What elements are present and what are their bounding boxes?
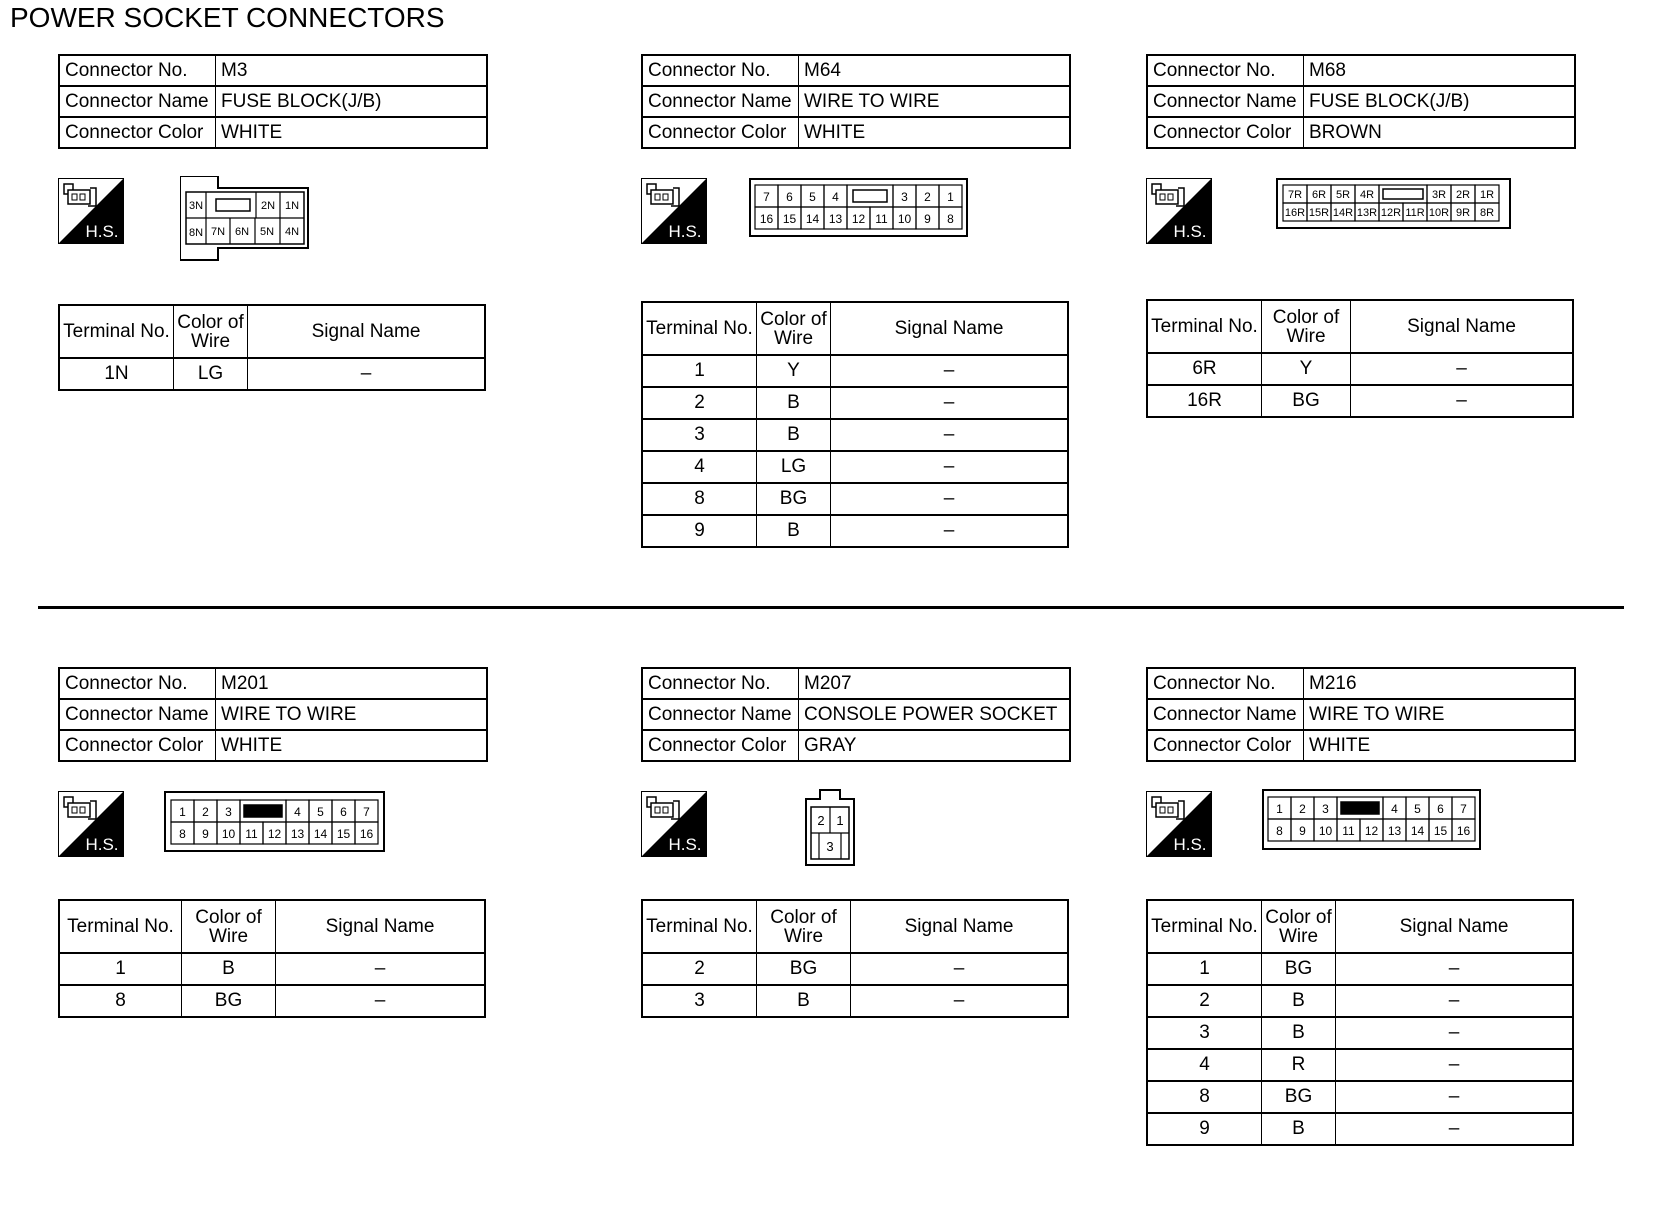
terminal-no-cell: 4 <box>642 451 757 483</box>
wire-color-cell: B <box>757 515 831 547</box>
terminal-no-cell: 6R <box>1147 353 1262 385</box>
terminal-no-cell: 1 <box>1147 953 1262 985</box>
terminal-no-cell: 1 <box>59 953 182 985</box>
wire-color-cell: B <box>182 953 276 985</box>
signal-name-header: Signal Name <box>1351 300 1574 353</box>
connector-name-label: Connector Name <box>642 699 799 730</box>
pin-label: 2 <box>202 804 209 819</box>
connector-block-m201 <box>58 667 488 1167</box>
pin-label: 11R <box>1405 206 1425 219</box>
signal-name-cell: – <box>1336 985 1574 1017</box>
pin-label: 11 <box>1342 823 1355 838</box>
signal-name-cell: – <box>831 515 1069 547</box>
pin-label: 7R <box>1287 188 1303 201</box>
connector-face-m201 <box>164 791 386 853</box>
pin-label: 9 <box>202 826 209 841</box>
connector-color-label: Connector Color <box>59 730 216 761</box>
wire-color-cell: LG <box>757 451 831 483</box>
connector-color-label: Connector Color <box>1147 117 1304 148</box>
hs-label: H.S. <box>85 222 119 241</box>
signal-name-header: Signal Name <box>851 900 1069 953</box>
table-row <box>1147 1113 1573 1145</box>
connector-color-value: GRAY <box>799 730 1071 761</box>
connector-color-label: Connector Color <box>642 730 799 761</box>
terminal-no-header: Terminal No. <box>59 900 182 953</box>
pin-label: 12 <box>851 211 866 226</box>
pin-label: 4 <box>832 189 839 204</box>
pin-label: 6 <box>1437 801 1444 816</box>
connector-color-value: WHITE <box>216 117 488 148</box>
signal-name-cell: – <box>1336 1049 1574 1081</box>
pin-label: 3 <box>901 189 908 204</box>
terminal-no-cell: 9 <box>1147 1113 1262 1145</box>
connector-no-label: Connector No. <box>642 668 799 699</box>
terminal-no-header: Terminal No. <box>1147 900 1262 953</box>
pin-label: 7N <box>210 226 226 238</box>
wire-color-cell: BG <box>1262 953 1336 985</box>
pin-label: 10 <box>1318 823 1333 838</box>
wire-color-cell: B <box>757 419 831 451</box>
pin-label: 16 <box>759 211 774 226</box>
connector-name-value: FUSE BLOCK(J/B) <box>216 86 488 117</box>
pin-label: 4 <box>1391 801 1398 816</box>
terminal-no-cell: 3 <box>642 419 757 451</box>
pin-label: 8 <box>179 826 186 841</box>
latch-icon <box>244 805 282 817</box>
signal-name-cell: – <box>831 451 1069 483</box>
wire-color-header: Color of Wire <box>757 900 851 953</box>
pin-label: 1 <box>947 189 954 204</box>
pin-label: 1 <box>179 804 186 819</box>
table-row <box>1147 985 1573 1017</box>
pin-label: 6R <box>1311 188 1327 201</box>
signal-name-cell: – <box>831 387 1069 419</box>
wire-color-header: Color of Wire <box>1262 900 1336 953</box>
table-row <box>1147 953 1573 985</box>
wire-color-cell: BG <box>1262 385 1351 417</box>
connector-no-value: M216 <box>1304 668 1576 699</box>
connector-info-table <box>1146 54 1576 149</box>
terminal-table <box>641 301 1069 548</box>
pin-label: 10 <box>897 211 912 226</box>
terminal-no-cell: 2 <box>642 387 757 419</box>
pin-label: 13 <box>290 826 305 841</box>
connector-no-label: Connector No. <box>1147 668 1304 699</box>
signal-name-cell: – <box>851 985 1069 1017</box>
table-row <box>642 953 1068 985</box>
wire-color-header: Color of Wire <box>174 305 248 358</box>
pin-label: 2 <box>1299 801 1306 816</box>
table-row <box>642 451 1068 483</box>
pin-label: 2N <box>260 200 276 212</box>
terminal-no-header: Terminal No. <box>642 900 757 953</box>
connector-info-table <box>641 667 1071 762</box>
terminal-no-header: Terminal No. <box>59 305 174 358</box>
connector-color-label: Connector Color <box>642 117 799 148</box>
signal-name-cell: – <box>831 483 1069 515</box>
signal-name-header: Signal Name <box>248 305 486 358</box>
connector-block-m207 <box>641 667 1071 1167</box>
terminal-no-cell: 2 <box>642 953 757 985</box>
wire-color-cell: B <box>1262 1113 1336 1145</box>
signal-name-cell: – <box>1351 385 1574 417</box>
pin-label: 5 <box>809 189 816 204</box>
signal-name-cell: – <box>1336 1081 1574 1113</box>
pin-label: 4N <box>284 226 300 238</box>
pin-label: 14 <box>805 211 820 226</box>
signal-name-cell: – <box>276 985 486 1017</box>
pin-label: 1 <box>1276 801 1283 816</box>
terminal-no-cell: 3 <box>1147 1017 1262 1049</box>
pin-label: 14R <box>1332 206 1354 219</box>
wire-color-cell: BG <box>182 985 276 1017</box>
pin-label: 9R <box>1455 206 1471 219</box>
pin-label: 9 <box>1299 823 1306 838</box>
pin-label: 6N <box>234 226 250 238</box>
pin-label: 3 <box>1322 801 1329 816</box>
pin-label: 7 <box>1460 801 1467 816</box>
connector-block-m64 <box>641 54 1071 554</box>
connector-info-table <box>641 54 1071 149</box>
harness-side-icon <box>641 791 707 857</box>
pin-label: 4 <box>294 804 301 819</box>
pin-label: 13 <box>1387 823 1402 838</box>
table-row <box>1147 1081 1573 1113</box>
terminal-no-header: Terminal No. <box>1147 300 1262 353</box>
connector-info-table <box>58 667 488 762</box>
terminal-no-cell: 16R <box>1147 385 1262 417</box>
terminal-no-cell: 8 <box>642 483 757 515</box>
terminal-table <box>641 899 1069 1018</box>
pin-label: 15 <box>336 826 351 841</box>
connector-no-value: M3 <box>216 55 488 86</box>
pin-label: 15 <box>782 211 797 226</box>
pin-label: 2 <box>924 189 931 204</box>
connector-name-value: WIRE TO WIRE <box>1304 699 1576 730</box>
terminal-table <box>1146 299 1574 418</box>
pin-label: 13 <box>828 211 843 226</box>
connector-name-label: Connector Name <box>1147 699 1304 730</box>
connector-name-label: Connector Name <box>642 86 799 117</box>
connector-no-label: Connector No. <box>1147 55 1304 86</box>
pin-label: 15R <box>1308 206 1330 219</box>
terminal-no-cell: 4 <box>1147 1049 1262 1081</box>
pin-grid <box>1283 185 1499 221</box>
pin-label: 5N <box>259 226 275 238</box>
signal-name-cell: – <box>1336 1113 1574 1145</box>
connector-name-label: Connector Name <box>1147 86 1304 117</box>
pin-label: 16 <box>1456 823 1471 838</box>
signal-name-cell: – <box>831 355 1069 387</box>
pin-label: 16 <box>359 826 374 841</box>
connector-color-value: WHITE <box>216 730 488 761</box>
signal-name-header: Signal Name <box>276 900 486 953</box>
connector-name-value: WIRE TO WIRE <box>799 86 1071 117</box>
terminal-table <box>58 899 486 1018</box>
harness-side-icon <box>1146 178 1212 244</box>
pin-label: 12R <box>1380 206 1402 219</box>
pin-label: 3N <box>188 200 204 212</box>
signal-name-header: Signal Name <box>831 302 1069 355</box>
signal-name-cell: – <box>851 953 1069 985</box>
connector-block-m216 <box>1146 667 1576 1167</box>
pin-label: 6 <box>786 189 793 204</box>
wire-color-cell: B <box>757 985 851 1017</box>
wire-color-cell: Y <box>757 355 831 387</box>
wire-color-cell: B <box>1262 1017 1336 1049</box>
connector-no-value: M64 <box>799 55 1071 86</box>
connector-name-value: WIRE TO WIRE <box>216 699 488 730</box>
pin-label: 3R <box>1431 188 1447 201</box>
signal-name-cell: – <box>1336 1017 1574 1049</box>
connector-color-label: Connector Color <box>1147 730 1304 761</box>
pin-label: 5 <box>317 804 324 819</box>
pin-label: 9 <box>924 211 931 226</box>
pin-label: 8 <box>947 211 954 226</box>
wire-color-cell: R <box>1262 1049 1336 1081</box>
latch-icon <box>853 190 887 202</box>
pin-label: 2 <box>817 813 825 828</box>
terminal-no-header: Terminal No. <box>642 302 757 355</box>
wire-color-header: Color of Wire <box>757 302 831 355</box>
connector-no-value: M68 <box>1304 55 1576 86</box>
pin-label: 11 <box>245 826 258 841</box>
section-divider <box>38 606 1624 609</box>
hs-label: H.S. <box>1173 222 1207 241</box>
latch-icon <box>1383 189 1423 199</box>
pin-label: 4R <box>1359 188 1375 201</box>
pin-label: 6 <box>340 804 347 819</box>
terminal-no-cell: 2 <box>1147 985 1262 1017</box>
pin-label: 5 <box>1414 801 1421 816</box>
signal-name-cell: – <box>831 419 1069 451</box>
hs-label: H.S. <box>1173 835 1207 854</box>
pin-label: 12 <box>267 826 282 841</box>
pin-label: 1N <box>284 200 300 212</box>
pin-label: 8R <box>1479 206 1495 219</box>
harness-side-icon <box>641 178 707 244</box>
pin-label: 1R <box>1479 188 1495 201</box>
terminal-no-cell: 8 <box>1147 1081 1262 1113</box>
table-row <box>1147 1017 1573 1049</box>
connector-face-m3 <box>180 176 310 262</box>
wire-color-cell: BG <box>1262 1081 1336 1113</box>
signal-name-cell: – <box>248 358 486 390</box>
table-row <box>1147 385 1573 417</box>
wire-color-cell: B <box>1262 985 1336 1017</box>
pin-label: 3 <box>826 839 834 854</box>
pin-label: 5R <box>1335 188 1351 201</box>
table-row <box>642 419 1068 451</box>
pin-label: 14 <box>313 826 328 841</box>
signal-name-cell: – <box>1336 953 1574 985</box>
table-row <box>59 358 485 390</box>
pin-label: 7 <box>763 189 770 204</box>
pin-label: 10R <box>1428 206 1450 219</box>
connector-block-m3 <box>58 54 488 554</box>
pin-label: 2R <box>1455 188 1471 201</box>
signal-name-cell: – <box>1351 353 1574 385</box>
connector-name-label: Connector Name <box>59 699 216 730</box>
harness-side-icon <box>58 178 124 244</box>
hs-label: H.S. <box>85 835 119 854</box>
table-row <box>1147 1049 1573 1081</box>
connector-face-m207 <box>803 789 859 867</box>
connector-color-value: BROWN <box>1304 117 1576 148</box>
signal-name-cell: – <box>276 953 486 985</box>
pin-label: 16R <box>1284 206 1306 219</box>
pin-label: 10 <box>221 826 236 841</box>
table-row <box>642 515 1068 547</box>
connector-face-m68 <box>1276 178 1512 230</box>
table-row <box>642 355 1068 387</box>
terminal-no-cell: 1N <box>59 358 174 390</box>
harness-side-icon <box>58 791 124 857</box>
connector-no-label: Connector No. <box>642 55 799 86</box>
table-row <box>642 387 1068 419</box>
hs-label: H.S. <box>668 835 702 854</box>
connector-block-m68 <box>1146 54 1576 554</box>
pin-label: 8N <box>188 227 204 239</box>
connector-color-value: WHITE <box>799 117 1071 148</box>
terminal-no-cell: 9 <box>642 515 757 547</box>
pin-label: 8 <box>1276 823 1283 838</box>
harness-side-icon <box>1146 791 1212 857</box>
connector-color-label: Connector Color <box>59 117 216 148</box>
wire-color-cell: BG <box>757 483 831 515</box>
connector-info-table <box>58 54 488 149</box>
hs-label: H.S. <box>668 222 702 241</box>
connector-face-m216 <box>1262 789 1482 851</box>
terminal-no-cell: 1 <box>642 355 757 387</box>
terminal-table <box>1146 899 1574 1146</box>
wire-color-header: Color of Wire <box>1262 300 1351 353</box>
pin-label: 12 <box>1364 823 1379 838</box>
connector-name-value: CONSOLE POWER SOCKET <box>799 699 1071 730</box>
latch-icon <box>1341 802 1379 814</box>
connector-no-value: M207 <box>799 668 1071 699</box>
wire-color-cell: LG <box>174 358 248 390</box>
connector-name-label: Connector Name <box>59 86 216 117</box>
connector-color-value: WHITE <box>1304 730 1576 761</box>
terminal-no-cell: 3 <box>642 985 757 1017</box>
pin-label: 3 <box>225 804 232 819</box>
pin-label: 11 <box>875 211 888 226</box>
connector-no-label: Connector No. <box>59 668 216 699</box>
connector-no-label: Connector No. <box>59 55 216 86</box>
connector-info-table <box>1146 667 1576 762</box>
table-row <box>642 985 1068 1017</box>
terminal-table <box>58 304 486 391</box>
table-row <box>59 985 485 1017</box>
pin-label: 14 <box>1410 823 1425 838</box>
pin-label: 13R <box>1356 206 1378 219</box>
signal-name-header: Signal Name <box>1336 900 1574 953</box>
table-row <box>59 953 485 985</box>
wire-color-cell: Y <box>1262 353 1351 385</box>
table-row <box>642 483 1068 515</box>
terminal-no-cell: 8 <box>59 985 182 1017</box>
page-title: POWER SOCKET CONNECTORS <box>10 2 445 33</box>
wire-color-header: Color of Wire <box>182 900 276 953</box>
pin-label: 1 <box>836 813 844 828</box>
connector-no-value: M201 <box>216 668 488 699</box>
connector-face-m64 <box>749 178 969 238</box>
wire-color-cell: BG <box>757 953 851 985</box>
pin-label: 15 <box>1433 823 1448 838</box>
pin-label: 7 <box>363 804 370 819</box>
wire-color-cell: B <box>757 387 831 419</box>
table-row <box>1147 353 1573 385</box>
connector-name-value: FUSE BLOCK(J/B) <box>1304 86 1576 117</box>
